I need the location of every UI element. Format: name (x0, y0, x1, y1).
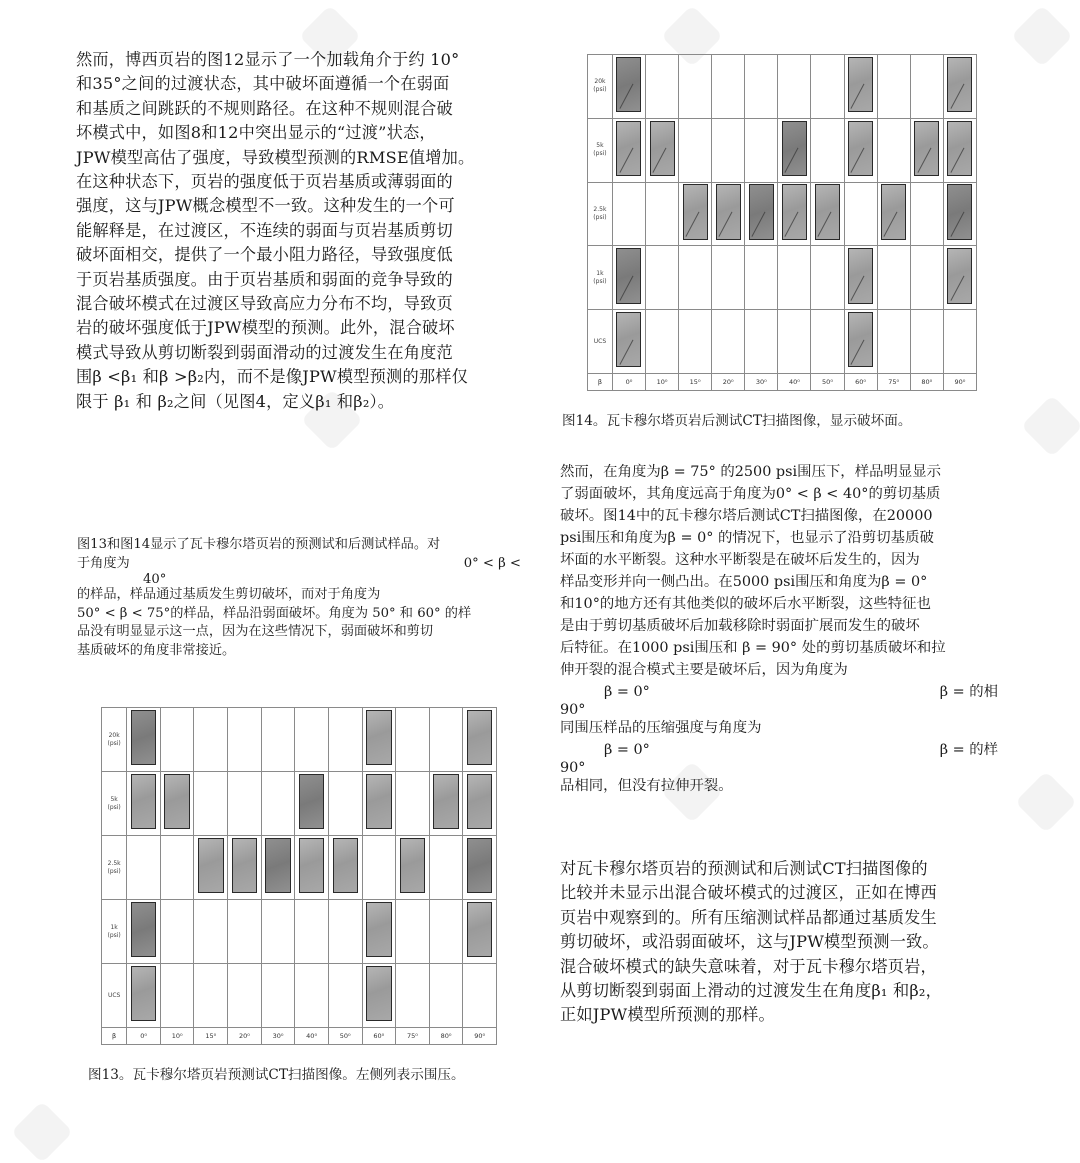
grid-cell (612, 246, 645, 310)
grid-cell (877, 118, 910, 182)
angle-label: 50⁰ (811, 374, 844, 391)
grid-cell (745, 55, 778, 119)
grid-cell (261, 772, 295, 836)
grid-row (102, 772, 497, 836)
grid-cell (844, 118, 877, 182)
angle-label: 90⁰ (463, 1028, 497, 1045)
fracture-line (685, 212, 699, 237)
grid-row (102, 900, 497, 964)
angle-label: 10⁰ (645, 374, 678, 391)
right-paragraph-1-lines (560, 461, 1010, 681)
grid-cell (160, 708, 194, 772)
grid-cell (396, 772, 430, 836)
grid-cell (645, 118, 678, 182)
text-line: 能解释是，在过渡区，不连续的弱面与页岩基质剪切 (76, 220, 453, 240)
ct-sample-image (333, 838, 358, 893)
text-line: 模式导致从剪切断裂到弱面滑动的过渡发生在角度范 (76, 342, 453, 362)
ct-sample-image (366, 966, 391, 1021)
grid-cell (328, 772, 362, 836)
fracture-line (851, 340, 865, 365)
grid-cell (429, 772, 463, 836)
confining-pressure-label: UCS (102, 964, 127, 1028)
ct-sample-image (164, 774, 189, 829)
text-line: 和基质之间跳跃的不规则路径。在这种不规则混合破 (76, 98, 453, 118)
ct-sample-image (782, 184, 807, 239)
angle-label: 40⁰ (778, 374, 811, 391)
text-line: 品没有明显显示这一点，因为在这些情况下，弱面破坏和剪切 (77, 624, 434, 640)
grid-cell (612, 118, 645, 182)
text-line: 从剪切断裂到弱面上滑动的过渡发生在角度β₁ 和β₂， (560, 981, 942, 1001)
grid-cell (712, 246, 745, 310)
confining-pressure-label: 5k (psi) (588, 118, 613, 182)
grid-cell (429, 708, 463, 772)
ct-sample-image (782, 121, 807, 176)
ct-sample-image (131, 774, 156, 829)
grid-cell (396, 708, 430, 772)
text-line: 是由于剪切基质破坏后加载移除时弱面扩展而发生的破坏 (560, 618, 920, 634)
grid-cell (778, 310, 811, 374)
grid-cell (295, 836, 329, 900)
ct-sample-image (131, 902, 156, 957)
text-line: 40° (143, 572, 167, 588)
text-line: 然而，博西页岩的图12显示了一个加载角介于约 10° (76, 50, 460, 69)
fracture-line (818, 212, 832, 237)
ct-sample-image (131, 966, 156, 1021)
grid-cell (295, 772, 329, 836)
ct-sample-image (467, 902, 492, 957)
grid-cell (328, 708, 362, 772)
ct-sample-image (265, 838, 290, 893)
ct-sample-image (616, 312, 641, 367)
grid-row (588, 182, 977, 246)
grid-cell (194, 964, 228, 1028)
ct-sample-image (848, 312, 873, 367)
confining-pressure-label: UCS (588, 310, 613, 374)
fracture-line (785, 212, 799, 237)
grid-cell (328, 836, 362, 900)
grid-cell (362, 900, 396, 964)
ct-sample-image (366, 902, 391, 957)
grid-cell (679, 55, 712, 119)
angle-label: 60⁰ (362, 1028, 396, 1045)
grid-cell (194, 772, 228, 836)
beta-corner-label: β (102, 1028, 127, 1045)
grid-cell (228, 708, 262, 772)
ct-sample-image (366, 710, 391, 765)
grid-cell (194, 836, 228, 900)
ct-sample-image (947, 121, 972, 176)
grid-cell (127, 964, 161, 1028)
ct-sample-image (299, 774, 324, 829)
confining-pressure-label: 20k (psi) (102, 708, 127, 772)
grid-cell (645, 310, 678, 374)
text-line: 强度，这与JPW概念模型不一致。这种发生的一个可 (76, 196, 455, 216)
fracture-line (718, 212, 732, 237)
grid-cell (429, 964, 463, 1028)
grid-cell (910, 118, 943, 182)
grid-row (588, 246, 977, 310)
grid-cell (910, 55, 943, 119)
grid-cell (778, 55, 811, 119)
grid-cell (463, 836, 497, 900)
grid-cell (463, 964, 497, 1028)
grid-cell (811, 310, 844, 374)
text-line: 了弱面破坏，其角度远高于角度为0° < β < 40°的剪切基质 (560, 486, 941, 502)
grid-cell (295, 964, 329, 1028)
grid-cell (228, 772, 262, 836)
angle-label: 0⁰ (612, 374, 645, 391)
grid-cell (745, 182, 778, 246)
grid-cell (712, 182, 745, 246)
ct-sample-image (616, 57, 641, 112)
grid-cell (261, 900, 295, 964)
fracture-line (950, 276, 964, 301)
text-fragment: 0° < β < (463, 555, 521, 571)
grid-cell (910, 310, 943, 374)
grid-cell (844, 246, 877, 310)
grid-cell (844, 55, 877, 119)
ct-sample-image (914, 121, 939, 176)
text-line: 限于 β₁ 和 β₂之间（见图4，定义β₁ 和β₂）。 (76, 391, 395, 411)
grid-row (102, 708, 497, 772)
ct-sample-image (131, 710, 156, 765)
grid-cell (877, 310, 910, 374)
fracture-line (619, 340, 633, 365)
grid-cell (679, 182, 712, 246)
equation: β = 的相 (939, 684, 998, 700)
grid-cell (844, 310, 877, 374)
text-line: 和35°之间的过渡状态，其中破坏面遵循一个在弱面 (76, 74, 450, 94)
text-line: psi围压和角度为β = 0° 的情况下，也显示了沿剪切基质破 (560, 530, 934, 546)
grid-cell (645, 55, 678, 119)
ct-sample-image (947, 57, 972, 112)
grid-cell (745, 118, 778, 182)
confining-pressure-label: 1k (psi) (102, 900, 127, 964)
grid-cell (811, 118, 844, 182)
text-line (77, 555, 527, 574)
grid-row (588, 310, 977, 374)
fracture-line (785, 148, 799, 173)
grid-cell (295, 900, 329, 964)
grid-cell (943, 182, 976, 246)
ct-sample-image (198, 838, 223, 893)
angle-label: 80⁰ (910, 374, 943, 391)
angle-label: 30⁰ (261, 1028, 295, 1045)
grid-cell (612, 182, 645, 246)
text-line: 岩的破坏强度低于JPW模型的预测。此外，混合破坏 (76, 318, 455, 338)
text-line: 混合破坏模式在过渡区导致高应力分布不均，导致页 (76, 294, 453, 314)
ct-sample-image (881, 184, 906, 239)
grid-cell (261, 708, 295, 772)
text-line: 的样品，样品通过基质发生剪切破坏，而对于角度为 (77, 587, 381, 603)
text-line: 50° < β < 75°的样品，样品沿弱面破坏。角度为 50° 和 60° 的样 (77, 605, 472, 621)
angle-label: 40⁰ (295, 1028, 329, 1045)
right-paragraph-1 (560, 461, 1010, 797)
grid-cell (429, 836, 463, 900)
left-paragraph-2 (77, 536, 527, 661)
text-line: 剪切破坏，或沿弱面破坏，这与JPW模型预测一致。 (560, 932, 939, 952)
grid-cell (612, 55, 645, 119)
grid-cell (362, 836, 396, 900)
fracture-line (851, 276, 865, 301)
grid-cell (877, 55, 910, 119)
grid-cell (645, 182, 678, 246)
text-line: 对瓦卡穆尔塔页岩的预测试和后测试CT扫描图像的 (560, 859, 928, 878)
grid-cell (811, 182, 844, 246)
grid-cell (844, 182, 877, 246)
text-line: 然而，在角度为β = 75° 的2500 psi围压下，样品明显显示 (560, 464, 942, 480)
ct-sample-image (467, 774, 492, 829)
fracture-line (950, 148, 964, 173)
text-line: 页岩中观察到的。所有压缩测试样品都通过基质发生 (560, 907, 937, 927)
fracture-line (619, 84, 633, 109)
grid-cell (463, 708, 497, 772)
angle-header-row (102, 1028, 497, 1045)
grid-cell (429, 900, 463, 964)
grid-cell (295, 708, 329, 772)
grid-cell (745, 246, 778, 310)
grid-row (102, 964, 497, 1028)
confining-pressure-label: 20k (psi) (588, 55, 613, 119)
text-line: 比较并未显示出混合破坏模式的过渡区，正如在博西 (560, 883, 937, 903)
ct-sample-image (848, 248, 873, 303)
grid-cell (362, 708, 396, 772)
angle-label: 30⁰ (745, 374, 778, 391)
fracture-line (619, 148, 633, 173)
ct-sample-image (299, 838, 324, 893)
ct-sample-image (947, 248, 972, 303)
grid-cell (228, 900, 262, 964)
grid-cell (712, 118, 745, 182)
text-line: 破坏面相交，提供了一个最小阻力路径，导致强度低 (76, 245, 453, 265)
figure-13-caption: 图13。瓦卡穆尔塔页岩预测试CT扫描图像。左侧列表示围压。 (88, 1067, 465, 1083)
grid-cell (877, 246, 910, 310)
grid-cell (194, 708, 228, 772)
angle-label: 20⁰ (712, 374, 745, 391)
angle-label: 80⁰ (429, 1028, 463, 1045)
grid-cell (362, 964, 396, 1028)
angle-label: 60⁰ (844, 374, 877, 391)
equation-line (560, 681, 1010, 703)
text-line: 后特征。在1000 psi围压和 β = 90° 处的剪切基质破坏和拉 (560, 640, 946, 656)
grid-cell (679, 310, 712, 374)
left-paragraph-1 (76, 48, 546, 414)
grid-cell (160, 836, 194, 900)
grid-cell (396, 900, 430, 964)
watermark-icon (11, 1101, 73, 1163)
grid-cell (679, 246, 712, 310)
fracture-line (950, 212, 964, 237)
text-line: 正如JPW模型所预测的那样。 (560, 1005, 775, 1025)
watermark-icon (1021, 395, 1080, 457)
ct-sample-image (467, 710, 492, 765)
grid-cell (127, 836, 161, 900)
fracture-line (619, 276, 633, 301)
angle-label: 75⁰ (396, 1028, 430, 1045)
fracture-line (752, 212, 766, 237)
grid-cell (160, 964, 194, 1028)
grid-cell (228, 836, 262, 900)
grid-cell (463, 772, 497, 836)
angle-label: 10⁰ (160, 1028, 194, 1045)
grid-row (588, 55, 977, 119)
ct-sample-image (616, 121, 641, 176)
text-line: 图13和图14显示了瓦卡穆尔塔页岩的预测试和后测试样品。对 (77, 537, 441, 552)
grid-cell (463, 900, 497, 964)
text-line: 和10°的地方还有其他类似的破坏后水平断裂，这些特征也 (560, 596, 931, 612)
grid-cell (127, 900, 161, 964)
fracture-line (851, 148, 865, 173)
grid-row (102, 836, 497, 900)
text-line: 品相同，但没有拉伸开裂。 (560, 778, 733, 794)
watermark-icon (1011, 5, 1073, 67)
ct-sample-image (616, 248, 641, 303)
ct-sample-image (650, 121, 675, 176)
angle-label: 15⁰ (194, 1028, 228, 1045)
grid-cell (943, 55, 976, 119)
text-line: 同围压样品的压缩强度与角度为 (560, 720, 762, 736)
text-line: JPW模型高估了强度，导致模型预测的RMSE值增加。 (76, 147, 475, 167)
grid-cell (877, 182, 910, 246)
right-paragraph-2 (560, 857, 1030, 1028)
text-line: 于页岩基质强度。由于页岩基质和弱面的竞争导致的 (76, 269, 453, 289)
figure-13-ct-grid (101, 707, 497, 1045)
equation-sub: 90° (560, 702, 586, 718)
angle-label: 90⁰ (943, 374, 976, 391)
grid-cell (712, 310, 745, 374)
ct-sample-image (400, 838, 425, 893)
text-line: 坏面的水平断裂。这种水平断裂是在破坏后发生的，因为 (560, 552, 920, 568)
equation-line (560, 739, 1010, 761)
ct-sample-image (467, 838, 492, 893)
grid-cell (910, 182, 943, 246)
grid-cell (396, 964, 430, 1028)
fracture-line (917, 148, 931, 173)
angle-label: 50⁰ (328, 1028, 362, 1045)
grid-cell (160, 772, 194, 836)
ct-sample-image (848, 121, 873, 176)
text-line: 基质破坏的角度非常接近。 (77, 642, 236, 658)
beta-corner-label: β (588, 374, 613, 391)
equation: β = 的样 (939, 742, 998, 758)
grid-cell (679, 118, 712, 182)
ct-sample-image (366, 774, 391, 829)
grid-cell (127, 708, 161, 772)
grid-cell (778, 246, 811, 310)
confining-pressure-label: 1k (psi) (588, 246, 613, 310)
angle-label: 20⁰ (228, 1028, 262, 1045)
grid-cell (712, 55, 745, 119)
angle-label: 0⁰ (127, 1028, 161, 1045)
fracture-line (884, 212, 898, 237)
confining-pressure-label: 2.5k (psi) (588, 182, 613, 246)
grid-cell (745, 310, 778, 374)
ct-sample-image (815, 184, 840, 239)
ct-sample-image (947, 184, 972, 239)
equation: β = 0° (604, 742, 650, 758)
grid-cell (362, 772, 396, 836)
fracture-line (950, 84, 964, 109)
ct-sample-image (232, 838, 257, 893)
grid-cell (645, 246, 678, 310)
grid-cell (778, 118, 811, 182)
grid-cell (612, 310, 645, 374)
ct-sample-image (848, 57, 873, 112)
grid-cell (328, 900, 362, 964)
equation: β = 0° (604, 684, 650, 700)
fracture-line (652, 148, 666, 173)
grid-cell (127, 772, 161, 836)
text-line: 伸开裂的混合模式主要是破坏后，因为角度为 (560, 662, 848, 678)
grid-cell (328, 964, 362, 1028)
grid-cell (396, 836, 430, 900)
grid-cell (261, 964, 295, 1028)
text-line: 在这种状态下，页岩的强度低于页岩基质或薄弱面的 (76, 172, 453, 192)
angle-header-row (588, 374, 977, 391)
angle-label: 75⁰ (877, 374, 910, 391)
grid-cell (943, 310, 976, 374)
grid-cell (811, 55, 844, 119)
text-line: 围β <β₁ 和β >β₂内，而不是像JPW模型预测的那样仅 (76, 367, 468, 387)
confining-pressure-label: 2.5k (psi) (102, 836, 127, 900)
ct-sample-image (433, 774, 458, 829)
grid-cell (811, 246, 844, 310)
text-line: 坏模式中，如图8和12中突出显示的“过渡”状态， (76, 123, 436, 143)
grid-cell (778, 182, 811, 246)
grid-cell (910, 246, 943, 310)
text-line: 破坏。图14中的瓦卡穆尔塔后测试CT扫描图像，在20000 (560, 508, 933, 524)
text-line: 混合破坏模式的缺失意味着，对于瓦卡穆尔塔页岩， (560, 956, 937, 976)
grid-row (588, 118, 977, 182)
figure-14-ct-grid (587, 54, 977, 391)
ct-sample-image (749, 184, 774, 239)
figure-14-caption: 图14。瓦卡穆尔塔页岩后测试CT扫描图像，显示破坏面。 (562, 413, 912, 429)
ct-sample-image (683, 184, 708, 239)
text-fragment: 于角度为 (77, 555, 130, 571)
text-line: 样品变形并向一侧凸出。在5000 psi围压和角度为β = 0° (560, 574, 928, 590)
confining-pressure-label: 5k (psi) (102, 772, 127, 836)
grid-cell (943, 118, 976, 182)
grid-cell (943, 246, 976, 310)
fracture-line (851, 84, 865, 109)
grid-cell (261, 836, 295, 900)
ct-sample-image (716, 184, 741, 239)
angle-label: 15⁰ (679, 374, 712, 391)
grid-cell (160, 900, 194, 964)
equation-sub: 90° (560, 760, 586, 776)
watermark-icon (1015, 771, 1077, 833)
grid-cell (194, 900, 228, 964)
grid-cell (228, 964, 262, 1028)
